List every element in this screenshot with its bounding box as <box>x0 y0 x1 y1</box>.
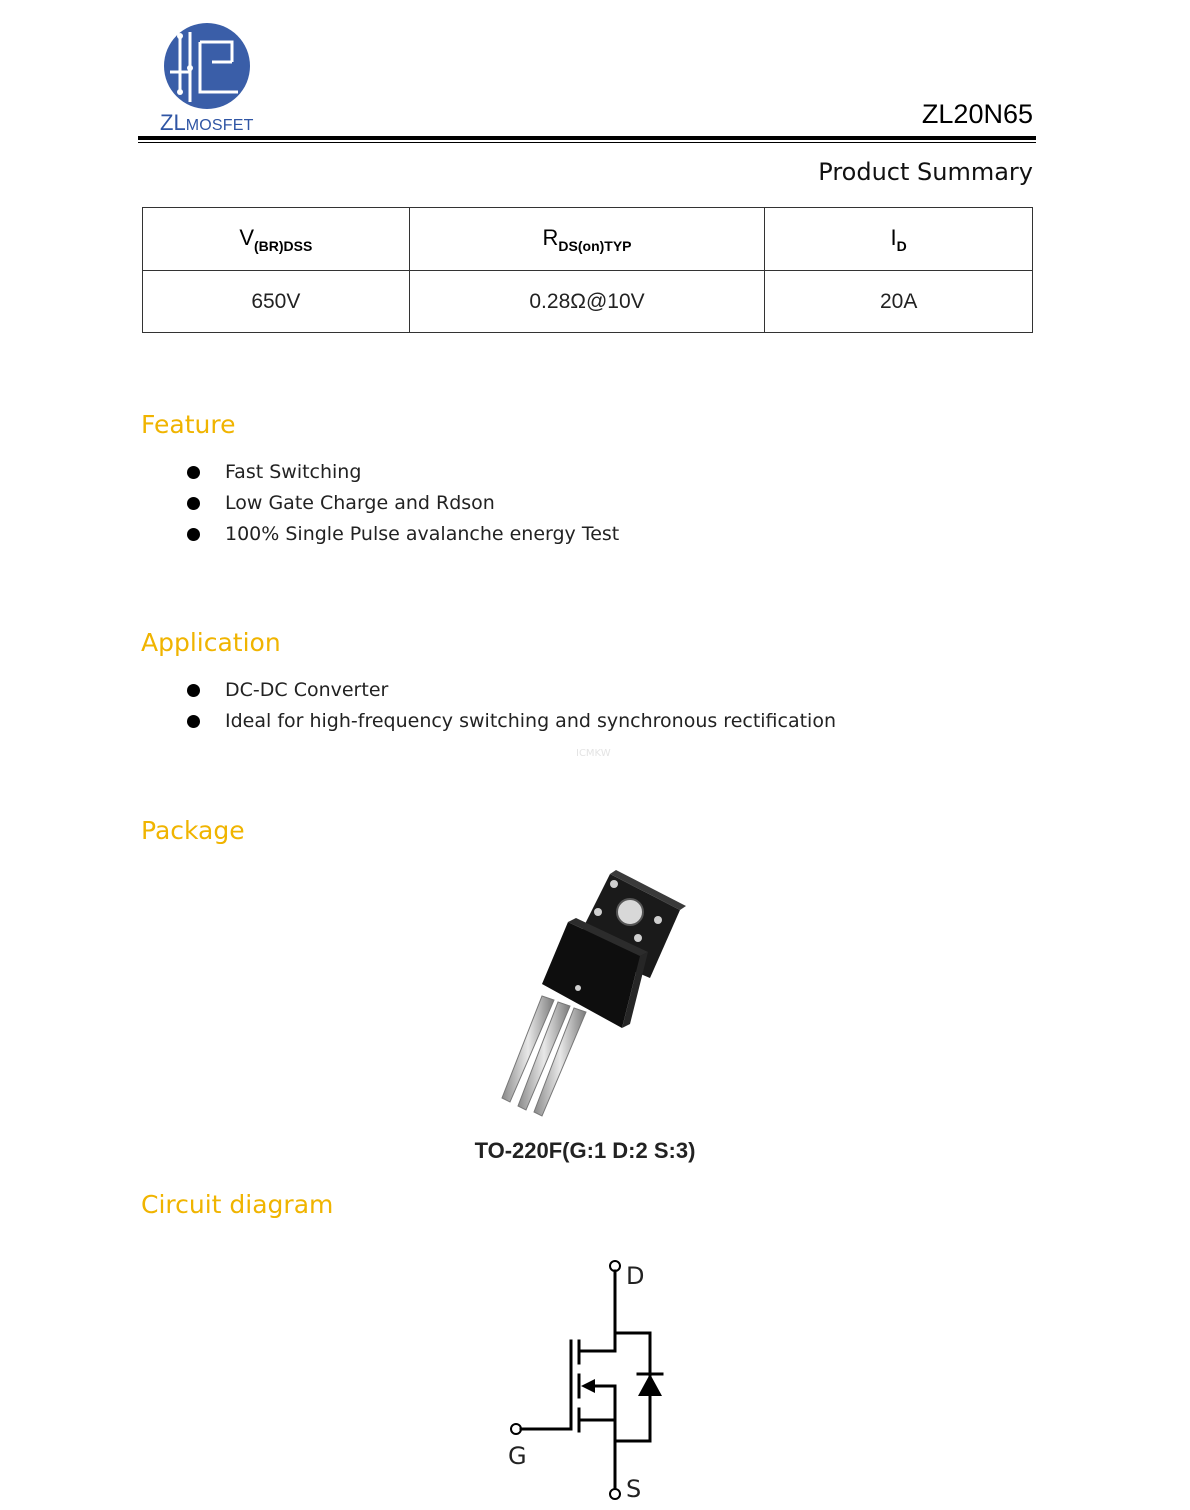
header-vbrdss: $V_{(BR)DSS}$ <box>143 208 410 271</box>
bullet-icon <box>187 497 200 510</box>
pin-label-drain: D <box>626 1262 645 1290</box>
list-item: 100% Single Pulse avalanche energy Test <box>186 519 619 550</box>
package-caption: TO-220F(G:1 D:2 S:3) <box>474 1138 696 1163</box>
pin-label-gate: G <box>508 1442 527 1470</box>
pin-label-source: S <box>626 1475 642 1503</box>
list-item: Ideal for high-frequency switching and synchronous rectification <box>186 706 836 737</box>
circuit-diagram-title: Circuit diagram <box>141 1190 334 1219</box>
application-title: Application <box>141 628 281 657</box>
product-summary-title: Product Summary <box>818 158 1033 186</box>
logo-wordmark <box>160 111 254 138</box>
to220f-package-image <box>490 866 690 1118</box>
product-summary-table <box>142 207 1033 333</box>
header-rule-thick <box>138 136 1036 140</box>
logo-text-sub: MOSFET <box>185 117 254 134</box>
header-rdson: $R_{DS(on)TYP}$ <box>409 208 765 271</box>
table-value-row <box>143 271 1033 333</box>
bullet-icon <box>187 466 200 479</box>
list-item: DC-DC Converter <box>186 675 836 706</box>
list-item: Low Gate Charge and Rdson <box>186 488 619 519</box>
bullet-icon <box>187 528 200 541</box>
bullet-icon <box>187 684 200 697</box>
table-header-row <box>143 208 1033 271</box>
feature-list <box>186 457 619 550</box>
watermark: ICMKW <box>576 748 611 759</box>
package-title: Package <box>141 816 245 845</box>
list-item: Fast Switching <box>186 457 619 488</box>
bullet-icon <box>187 715 200 728</box>
part-number: ZL20N65 <box>921 99 1033 129</box>
value-vbrdss: 650V <box>143 271 410 333</box>
header-id: $I_D$ <box>765 208 1033 271</box>
logo-text-main: ZL <box>160 110 186 135</box>
value-rdson: 0.28Ω@10V <box>409 271 765 333</box>
feature-title: Feature <box>141 410 236 439</box>
application-list <box>186 675 836 737</box>
header-rule-thin <box>138 142 1036 143</box>
value-id: 20A <box>765 271 1033 333</box>
